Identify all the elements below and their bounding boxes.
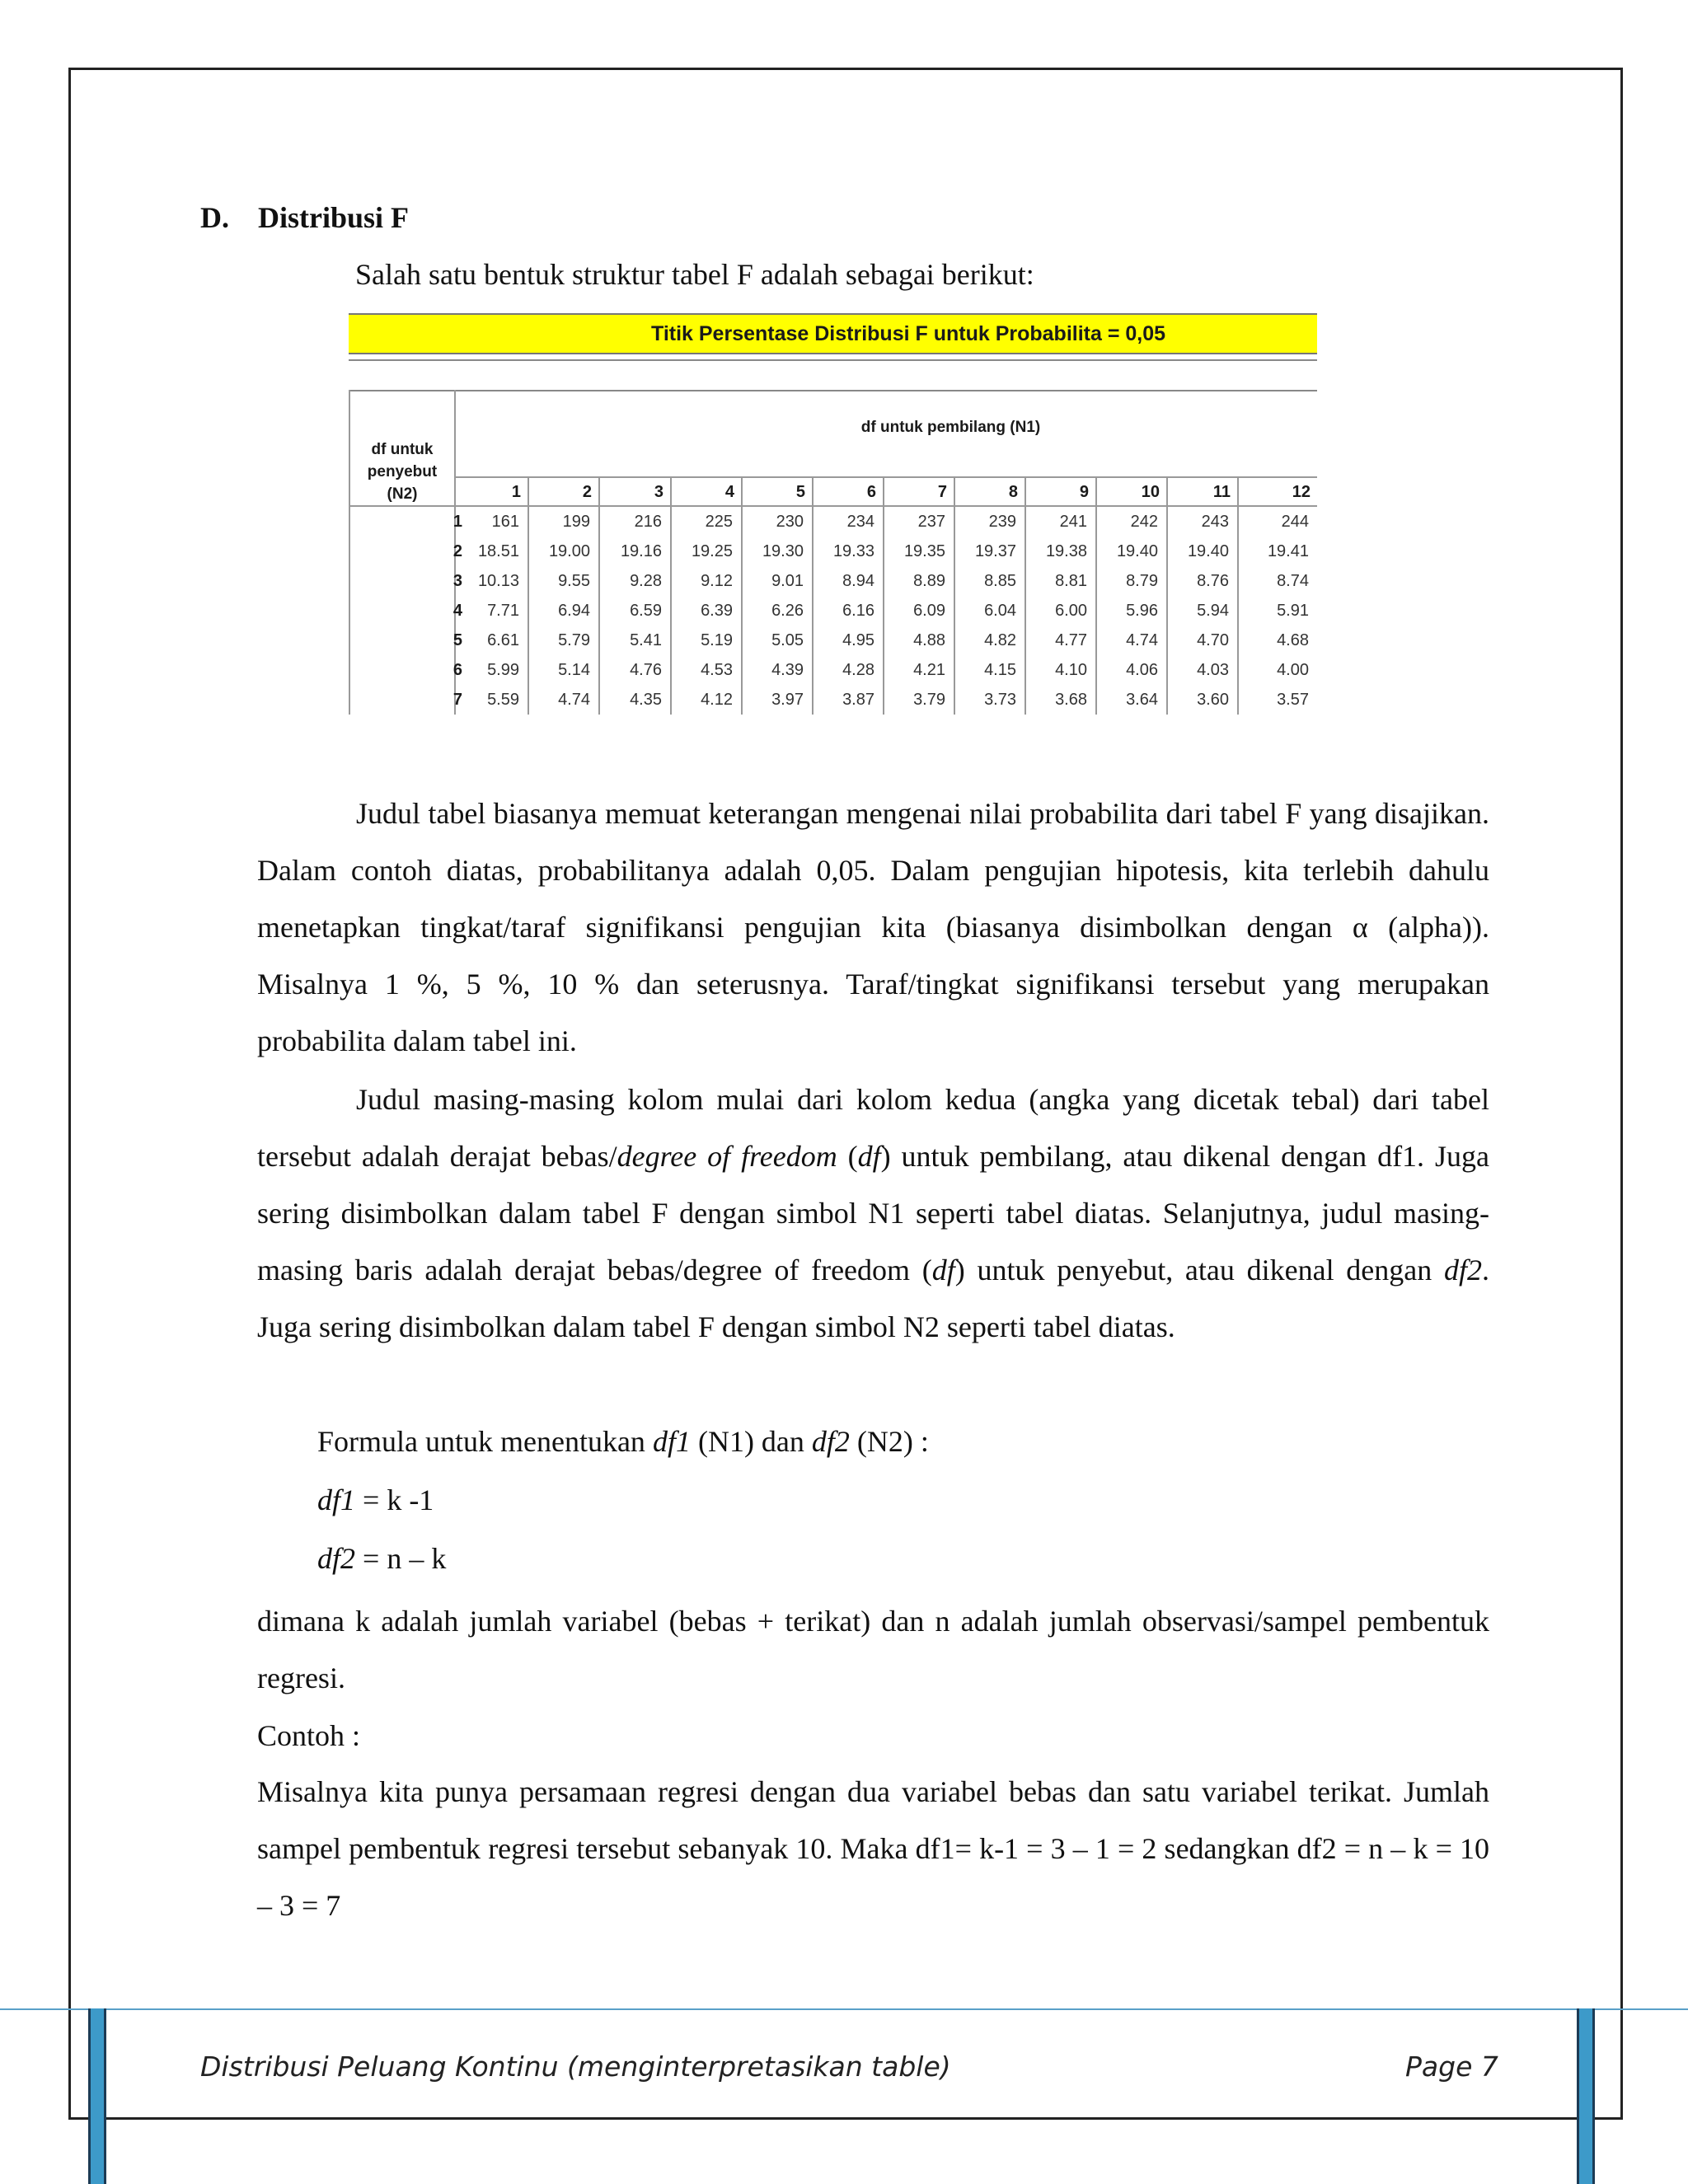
table-cell: 8.76 — [1197, 572, 1229, 590]
table-cell: 4.39 — [771, 661, 804, 679]
table-cell: 19.16 — [620, 542, 662, 560]
math-df1: df1 — [317, 1483, 356, 1516]
table-cell: 3.73 — [984, 691, 1016, 709]
table-cell: 19.00 — [548, 542, 590, 560]
table-cell: 5.41 — [630, 631, 662, 649]
table-cell: 4.77 — [1055, 631, 1087, 649]
footer-title: Distribusi Peluang Kontinu (menginterpretasikan table) — [200, 2050, 951, 2083]
table-cell: 225 — [705, 513, 733, 531]
column-header: 6 — [866, 483, 876, 501]
formula-df2 — [317, 1541, 446, 1576]
paragraph-2-text: Judul masing-masing kolom mulai dari kolom kedua (angka yang dicetak tebal) dari tabel tersebut adalah derajat bebas/ — [257, 1083, 1489, 1173]
table-cell: 5.05 — [771, 631, 804, 649]
table-cell: 5.59 — [487, 691, 519, 709]
column-header: 4 — [724, 483, 734, 501]
column-header: 3 — [654, 483, 663, 501]
section-title: Distribusi F — [258, 201, 410, 234]
footer-right-bar — [1577, 2008, 1595, 2184]
column-header: 9 — [1079, 483, 1089, 501]
table-cell: 243 — [1201, 513, 1229, 531]
column-axis-label: df untuk pembilang (N1) — [860, 419, 1041, 436]
paragraph-2-text: ( — [837, 1140, 858, 1173]
math-df: df — [931, 1254, 955, 1286]
table-cell: 7.71 — [487, 602, 519, 620]
f-distribution-table — [349, 313, 1317, 718]
math-df2: df2 — [317, 1542, 356, 1575]
table-cell: 6.16 — [842, 602, 874, 620]
table-cell: 19.38 — [1045, 542, 1087, 560]
paragraph-2-text: ) untuk pembilang, atau dikenal dengan df1. Juga sering disimbolkan dalam tabel F dengan simbol N1 seperti tabel diatas. Selanjutnya, judul masing-masing baris adalah derajat bebas/degree of freedom ( — [257, 1140, 1489, 1286]
table-cell: 9.28 — [630, 572, 662, 590]
table-cell: 6.61 — [487, 631, 519, 649]
math-df1: df1 — [652, 1425, 691, 1458]
table-cell: 6.00 — [1055, 602, 1087, 620]
table-cell: 4.10 — [1055, 661, 1087, 679]
column-header: 1 — [511, 483, 521, 501]
paragraph-1 — [257, 785, 1489, 1070]
formula-intro-text: (N2) : — [849, 1425, 929, 1458]
table-cell: 234 — [846, 513, 874, 531]
table-cell: 161 — [491, 513, 519, 531]
table-cell: 4.74 — [1126, 631, 1158, 649]
intro-text: Salah satu bentuk struktur tabel F adalah sebagai berikut: — [355, 258, 1034, 291]
table-cell: 230 — [776, 513, 804, 531]
row-axis-label-line: penyebut — [367, 463, 438, 480]
table-cell: 9.55 — [558, 572, 590, 590]
table-cell: 4.12 — [701, 691, 733, 709]
table-cell: 8.85 — [984, 572, 1016, 590]
table-cell: 241 — [1059, 513, 1087, 531]
math-df2: df2 — [811, 1425, 850, 1458]
formula-df2-rhs: = n – k — [355, 1542, 447, 1575]
table-cell: 4.06 — [1126, 661, 1158, 679]
table-cell: 5.94 — [1197, 602, 1229, 620]
table-cell: 10.13 — [477, 572, 519, 590]
table-cell: 6.04 — [984, 602, 1016, 620]
table-cell: 4.82 — [984, 631, 1016, 649]
table-cell: 5.79 — [558, 631, 590, 649]
table-cell: 9.01 — [771, 572, 804, 590]
table-cell: 8.89 — [913, 572, 945, 590]
table-cell: 5.96 — [1126, 602, 1158, 620]
table-cell: 237 — [917, 513, 945, 531]
table-cell: 6.26 — [771, 602, 804, 620]
footer-rule — [0, 2008, 1688, 2010]
table-cell: 18.51 — [477, 542, 519, 560]
paragraph-2 — [257, 1071, 1489, 1356]
row-header: 3 — [452, 572, 462, 590]
row-header: 6 — [452, 661, 462, 679]
table-cell: 4.21 — [913, 661, 945, 679]
table-cell: 8.74 — [1277, 572, 1309, 590]
table-cell: 3.87 — [842, 691, 874, 709]
table-cell: 6.09 — [913, 602, 945, 620]
table-cell: 199 — [562, 513, 590, 531]
table-cell: 4.88 — [913, 631, 945, 649]
table-cell: 3.97 — [771, 691, 804, 709]
table-cell: 19.30 — [762, 542, 804, 560]
section-heading — [200, 200, 409, 235]
row-header: 2 — [452, 542, 462, 560]
table-cell: 3.64 — [1126, 691, 1158, 709]
table-cell: 242 — [1130, 513, 1158, 531]
page-number: Page 7 — [1405, 2050, 1498, 2083]
paragraph-2-text: . Juga sering disimbolkan dalam tabel F dengan simbol N2 seperti tabel diatas. — [257, 1254, 1490, 1343]
table-cell: 6.59 — [630, 602, 662, 620]
table-cell: 8.81 — [1055, 572, 1087, 590]
table-cell: 244 — [1281, 513, 1309, 531]
row-header: 7 — [452, 691, 462, 709]
paragraph-4: Misalnya kita punya persamaan regresi dengan dua variabel bebas dan satu variabel terikat. Jumlah sampel pembentuk regresi tersebut sebanyak 10. Maka df1= k-1 = 3 – 1 = 2 sedangkan df2 = n – k = 10 – 3 = 7 — [257, 1775, 1489, 1922]
table-cell: 19.25 — [691, 542, 733, 560]
formula-df1-rhs: = k -1 — [355, 1483, 434, 1516]
table-cell: 4.70 — [1197, 631, 1229, 649]
row-header: 4 — [452, 602, 462, 620]
table-cell: 4.68 — [1277, 631, 1309, 649]
table-cell: 19.41 — [1267, 542, 1309, 560]
table-cell: 4.76 — [630, 661, 662, 679]
table-cell: 3.68 — [1055, 691, 1087, 709]
table-cell: 3.60 — [1197, 691, 1229, 709]
row-header: 1 — [452, 513, 462, 531]
example-label: Contoh : — [257, 1719, 361, 1752]
formula-intro — [317, 1424, 929, 1459]
table-cell: 6.39 — [701, 602, 733, 620]
column-header: 5 — [795, 483, 805, 501]
table-cell: 6.94 — [558, 602, 590, 620]
table-separator — [349, 390, 1317, 391]
table-cell: 19.35 — [903, 542, 945, 560]
math-df: df — [857, 1140, 881, 1173]
table-separator — [349, 359, 1317, 361]
table-cell: 8.94 — [842, 572, 874, 590]
table-title-banner — [349, 313, 1317, 354]
table-cell: 239 — [988, 513, 1016, 531]
table-title: Titik Persentase Distribusi F untuk Probabilita = 0,05 — [651, 322, 1166, 345]
table-cell: 5.91 — [1277, 602, 1309, 620]
table-cell: 19.40 — [1187, 542, 1229, 560]
column-header: 7 — [937, 483, 947, 501]
column-header: 11 — [1212, 483, 1231, 501]
row-axis-label — [349, 438, 456, 505]
formula-intro-text: (N1) dan — [690, 1425, 812, 1458]
column-header: 8 — [1008, 483, 1018, 501]
table-cell: 4.74 — [558, 691, 590, 709]
table-cell: 19.40 — [1116, 542, 1158, 560]
section-letter: D. — [200, 201, 229, 234]
table-cell: 5.99 — [487, 661, 519, 679]
formula-df1 — [317, 1483, 434, 1517]
table-cell: 216 — [634, 513, 662, 531]
paragraph-2-italic: degree of freedom — [617, 1140, 837, 1173]
table-cell: 3.57 — [1277, 691, 1309, 709]
table-cell: 9.12 — [701, 572, 733, 590]
row-axis-label-line: df untuk — [371, 441, 434, 458]
row-axis-label-line: (N2) — [387, 485, 418, 503]
paragraph-2-text: ) untuk penyebut, atau dikenal dengan — [954, 1254, 1444, 1286]
table-cell: 19.37 — [974, 542, 1016, 560]
formula-intro-text: Formula untuk menentukan — [317, 1425, 653, 1458]
table-cell: 5.14 — [558, 661, 590, 679]
column-header: 12 — [1292, 483, 1311, 501]
table-cell: 4.53 — [701, 661, 733, 679]
column-header: 10 — [1141, 483, 1160, 501]
table-cell: 4.00 — [1277, 661, 1309, 679]
table-cell: 4.03 — [1197, 661, 1229, 679]
table-cell: 5.19 — [701, 631, 733, 649]
table-cell: 4.95 — [842, 631, 874, 649]
row-header: 5 — [452, 631, 462, 649]
table-rule — [349, 390, 350, 715]
table-cell: 8.79 — [1126, 572, 1158, 590]
column-header: 2 — [582, 483, 592, 501]
table-cell: 19.33 — [832, 542, 874, 560]
math-df2: df2 — [1444, 1254, 1483, 1286]
table-cell: 4.35 — [630, 691, 662, 709]
paragraph-3: dimana k adalah jumlah variabel (bebas + terikat) dan n adalah jumlah observasi/sampel pembentuk regresi. — [257, 1605, 1489, 1694]
table-cell: 3.79 — [913, 691, 945, 709]
footer-left-bar — [88, 2008, 106, 2184]
table-cell: 4.15 — [984, 661, 1016, 679]
table-cell: 4.28 — [842, 661, 874, 679]
paragraph-1-text: Judul tabel biasanya memuat keterangan mengenai nilai probabilita dari tabel F yang disajikan. Dalam contoh diatas, probabilitanya adalah 0,05. Dalam pengujian hipotesis, kita terlebih dahulu menetapkan tingkat/taraf signifikansi pengujian kita (biasanya disimbolkan dengan α (alpha)). Misalnya 1 %, 5 %, 10 % dan seterusnya. Taraf/tingkat signifikansi tersebut yang merupakan probabilita dalam tabel ini. — [257, 797, 1489, 1057]
